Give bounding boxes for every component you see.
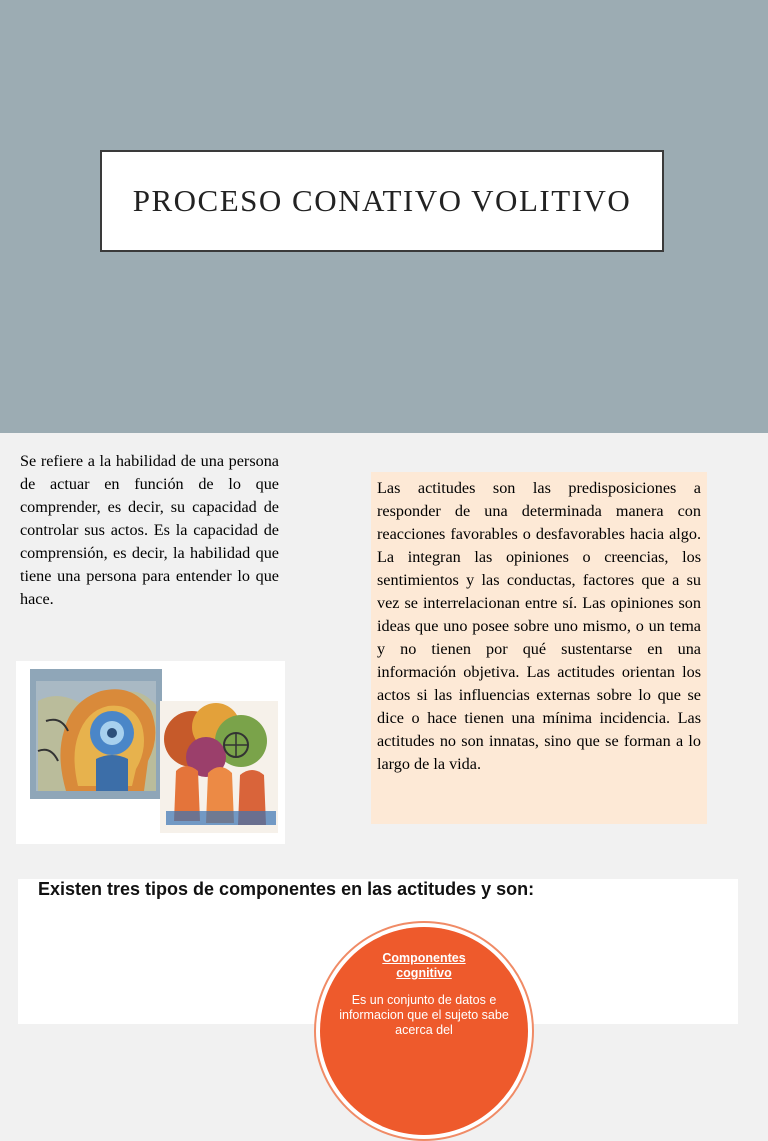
title-banner — [0, 0, 768, 433]
illustration-heads — [16, 661, 285, 844]
title-box — [100, 150, 664, 252]
cognitive-component-circle — [320, 927, 528, 1135]
components-slide — [18, 879, 738, 1037]
attitudes-paragraph: Las actitudes son las predisposiciones a responder de una determinada manera con reacciones favorables o desfavorables hacia algo. La integran las opiniones o creencias, los sentimientos y las conductas, factores que a su vez se interrelacionan entre sí. Las opiniones son ideas que uno posee sobre uno mismo, o un tema y no tienen por qué sustentarse en una información objetiva. Las actitudes orientan los actos si las influencias externas sobre lo que se dice o hace tienen una mínima incidencia. Las actitudes no son innatas, sino que se forman a lo largo de la vida. — [377, 479, 701, 773]
components-heading: Existen tres tipos de componentes en las actitudes y son: — [38, 879, 535, 899]
cognitive-description: Es un conjunto de datos e informacion que el sujeto sabe acerca del — [339, 993, 509, 1037]
cognitive-title: Componentes cognitivo — [382, 951, 466, 980]
definition-paragraph: Se refiere a la habilidad de una persona de actuar en función de lo que comprender, es decir, su capacidad de controlar sus actos. Es la capacidad de comprensión, es decir, la habilidad que tiene una persona para entender lo que hace. — [20, 452, 279, 608]
heads-illustration-image — [16, 661, 285, 844]
attitudes-box — [371, 472, 707, 824]
page-title: PROCESO CONATIVO VOLITIVO — [132, 183, 632, 218]
